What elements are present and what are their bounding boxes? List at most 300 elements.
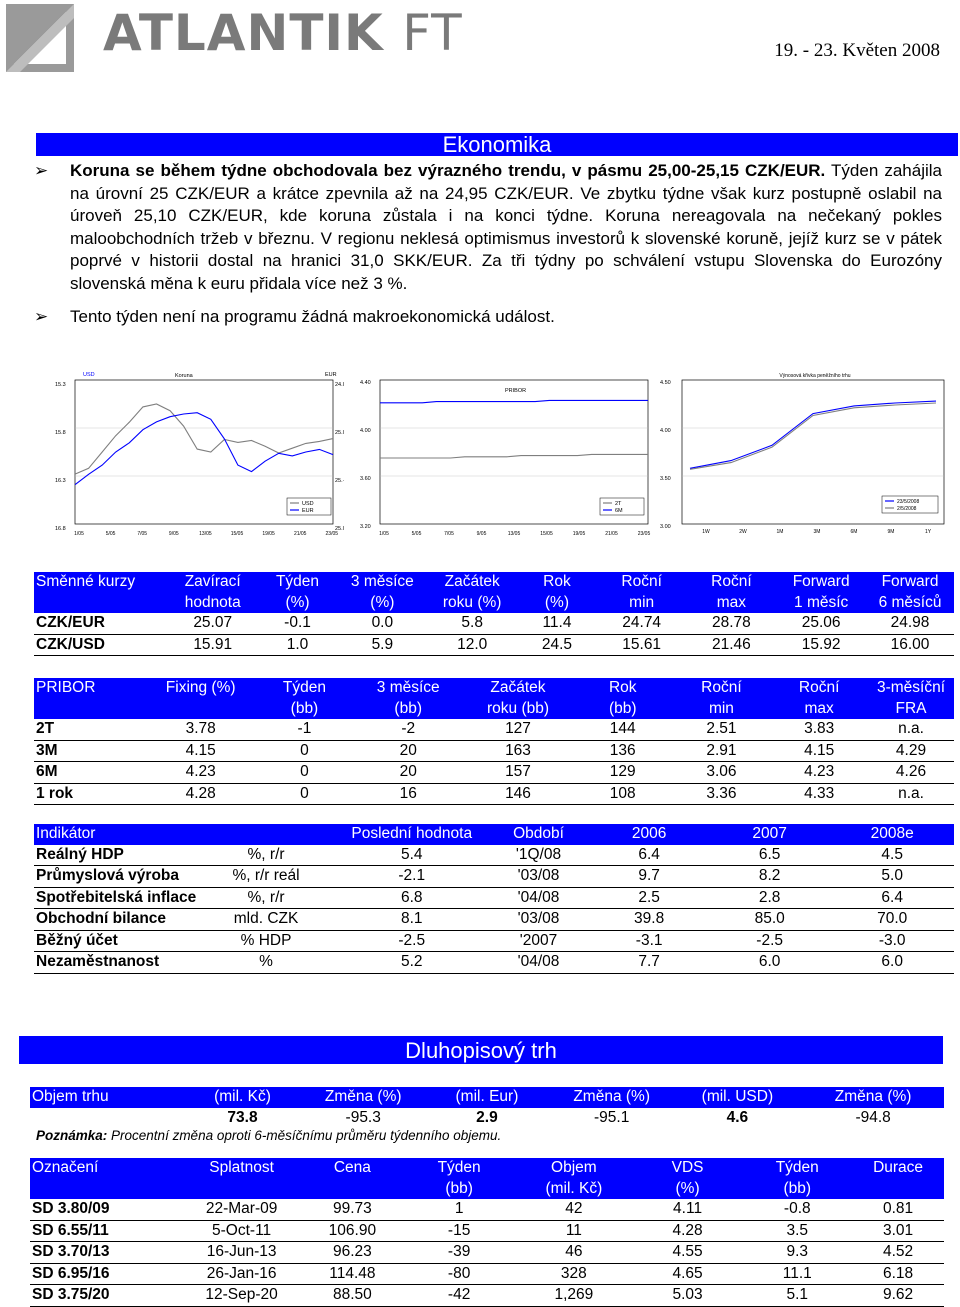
table-cell: 5.9	[337, 634, 427, 656]
table-row	[34, 783, 954, 805]
column-header	[196, 824, 336, 845]
column-header	[182, 1179, 302, 1200]
column-header: Týden	[258, 572, 338, 593]
table-row	[34, 909, 954, 931]
table-cell: 3.36	[673, 783, 771, 805]
table-cell: 0	[256, 762, 354, 784]
table-cell: 2.51	[673, 719, 771, 740]
table-cell: 144	[573, 719, 673, 740]
table-cell: 11	[515, 1220, 633, 1242]
table-cell: 106.90	[302, 1220, 404, 1242]
table-cell: mld. CZK	[196, 909, 336, 931]
table-cell: 3.5	[742, 1220, 852, 1242]
column-header: Roční	[770, 678, 868, 699]
table-cell: 6.0	[830, 952, 954, 974]
table-cell: 3.78	[146, 719, 256, 740]
table-row	[34, 887, 954, 909]
column-header	[34, 699, 146, 720]
table-cell: CZK/USD	[34, 634, 168, 656]
bullet-text: Tento týden není na programu žádná makroekonomická událost.	[70, 307, 555, 326]
table-row	[30, 1220, 944, 1242]
table-cell: '2007	[488, 930, 590, 952]
column-header: Indikátor	[34, 824, 196, 845]
x-tick-label: 9/05	[168, 531, 179, 537]
table-cell: 3.06	[673, 762, 771, 784]
table-cell: 1.0	[258, 634, 338, 656]
column-header	[34, 593, 168, 614]
table-cell: Spotřebitelská inflace	[34, 887, 196, 909]
column-header: Začátek	[427, 572, 517, 593]
table-cell: -2.5	[709, 930, 831, 952]
table-cell: 7.7	[589, 952, 709, 974]
column-header: (bb)	[742, 1179, 852, 1200]
table-cell: % HDP	[196, 930, 336, 952]
column-header: 1 měsíc	[776, 593, 866, 614]
header-row	[34, 699, 954, 720]
volume-note	[36, 1128, 501, 1143]
column-header: Změna (%)	[303, 1087, 423, 1108]
table-cell: 11.1	[742, 1263, 852, 1285]
table-cell: 16	[353, 783, 463, 805]
column-header: (mil. USD)	[673, 1087, 803, 1108]
table-row	[30, 1263, 944, 1285]
column-header: (mil. Kč)	[182, 1087, 304, 1108]
pribor-table	[34, 678, 954, 805]
table-cell: 5.1	[742, 1285, 852, 1307]
table-cell: 39.8	[589, 909, 709, 931]
table-cell: 328	[515, 1263, 633, 1285]
table-cell: 12-Sep-20	[182, 1285, 302, 1307]
economy-bullets	[34, 160, 942, 329]
column-header: Forward	[866, 572, 954, 593]
column-header: Forward	[776, 572, 866, 593]
table-cell: -2	[353, 719, 463, 740]
column-header: (mil. Eur)	[423, 1087, 551, 1108]
table-cell: n.a.	[868, 783, 954, 805]
column-header: (%)	[258, 593, 338, 614]
column-header: Zavírací	[168, 572, 258, 593]
x-tick-label: 21/05	[293, 531, 307, 537]
y-tick-label: 16.3	[55, 478, 66, 484]
table-cell: 2T	[34, 719, 146, 740]
column-header	[146, 699, 256, 720]
table-row	[30, 1285, 944, 1307]
table-row	[34, 719, 954, 740]
table-cell: 1 rok	[34, 783, 146, 805]
chart-title: Koruna	[175, 373, 193, 379]
table-cell: '03/08	[488, 909, 590, 931]
logo-suffix: FT	[402, 4, 463, 62]
table-row	[34, 740, 954, 762]
x-tick-label: 5/05	[411, 531, 422, 537]
column-header: (%)	[517, 593, 597, 614]
table-cell: 136	[573, 740, 673, 762]
header-row	[30, 1087, 944, 1108]
table-cell: 5-Oct-11	[182, 1220, 302, 1242]
table-cell: 24.74	[597, 613, 687, 634]
table-row	[30, 1242, 944, 1264]
table-cell: 22-Mar-09	[182, 1199, 302, 1220]
table-cell: Běžný účet	[34, 930, 196, 952]
header-row	[30, 1179, 944, 1200]
table-cell: 99.73	[302, 1199, 404, 1220]
table-cell: 21.46	[687, 634, 777, 656]
column-header: (%)	[337, 593, 427, 614]
bonds-section-title: Dluhopisový trh	[19, 1036, 943, 1064]
fx-table	[34, 572, 954, 656]
table-cell: 1,269	[515, 1285, 633, 1307]
column-header: 2008e	[830, 824, 954, 845]
table-cell: 8.1	[336, 909, 488, 931]
y-tick-label: 4.40	[360, 380, 371, 386]
table-cell: %, r/r reál	[196, 866, 336, 888]
x-tick-label: 2W	[739, 529, 747, 535]
table-cell: 5.2	[336, 952, 488, 974]
column-header: (mil. Kč)	[515, 1179, 633, 1200]
column-header: Změna (%)	[551, 1087, 673, 1108]
column-header: 2007	[709, 824, 831, 845]
pribor-chart	[360, 368, 660, 540]
column-header: Označení	[30, 1158, 182, 1179]
column-header: VDS	[633, 1158, 743, 1179]
table-cell: Reálný HDP	[34, 845, 196, 866]
column-header: hodnota	[168, 593, 258, 614]
table-cell: 96.23	[302, 1242, 404, 1264]
pribor-series-line	[380, 454, 648, 458]
eur-series-line	[75, 413, 333, 485]
bonds-table	[30, 1158, 944, 1307]
report-date: 19. - 23. Květen 2008	[774, 40, 940, 61]
x-tick-label: 21/05	[605, 531, 618, 537]
table-cell: 16.00	[866, 634, 954, 656]
table-cell: 46	[515, 1242, 633, 1264]
column-header: (bb)	[353, 699, 463, 720]
table-cell: -0.1	[258, 613, 338, 634]
x-tick-label: 13/05	[507, 531, 521, 537]
table-cell: 70.0	[830, 909, 954, 931]
table-cell: 24.5	[517, 634, 597, 656]
table-cell: 15.91	[168, 634, 258, 656]
column-header: min	[673, 699, 771, 720]
column-header: Směnné kurzy	[34, 572, 168, 593]
table-cell: n.a.	[868, 719, 954, 740]
column-header: Rok	[573, 678, 673, 699]
column-header	[852, 1179, 944, 1200]
table-cell: 6.4	[589, 845, 709, 866]
usd-series-line	[75, 404, 333, 474]
header-row	[30, 1158, 944, 1179]
table-cell: 4.15	[146, 740, 256, 762]
table-cell: 9.3	[742, 1242, 852, 1264]
column-header: FRA	[868, 699, 954, 720]
table-cell: 88.50	[302, 1285, 404, 1307]
yield-series-line	[690, 401, 936, 468]
table-cell: 15.61	[597, 634, 687, 656]
column-header: Roční	[673, 678, 771, 699]
y-tick-label: 3.20	[360, 524, 371, 530]
bullet-bold-text: Koruna se během týdne obchodovala bez výrazného trendu, v pásmu 25,00-25,15 CZK/EUR.	[70, 161, 826, 180]
table-cell: 157	[463, 762, 573, 784]
table-cell: 28.78	[687, 613, 777, 634]
bullet-item	[34, 160, 942, 295]
table-cell: 3M	[34, 740, 146, 762]
note-text: Procentní změna oproti 6-měsíčnímu průměru týdenního objemu.	[107, 1128, 502, 1143]
table-cell: 24.98	[866, 613, 954, 634]
column-header: max	[687, 593, 777, 614]
x-tick-label: 9/05	[476, 531, 487, 537]
koruna-chart-svg	[55, 368, 355, 540]
table-cell: 6.5	[709, 845, 831, 866]
column-header: Roční	[687, 572, 777, 593]
y-tick-label: 3.50	[660, 476, 671, 482]
bullet-text: Týden zahájila na úrovní 25 CZK/EUR a krátce zpevnila až na 24,95 CZK/EUR. Ve zbytku týdne však kurz postupně oslabil na úroveň 25,10 CZK/EUR, kde koruna zůstala i na konci týdne. Koruna nereagovala na nečekaný pokles maloobchodních tržeb v březnu. V regionu neklesá optimismus investorů k slovenské koruně, jejíž kurz se v pátek poprvé v historii dostal na hranici 31,0 SKK/EUR. Za tři týdny po schválení vstupu Slovenska do Eurozóny slovenská měna k euru přidala více než 3 %.	[70, 161, 942, 293]
table-cell: 146	[463, 783, 573, 805]
column-header: Poslední hodnota	[336, 824, 488, 845]
column-header: 3 měsíce	[337, 572, 427, 593]
y-tick-label: 15.3	[55, 382, 66, 388]
x-tick-label: 15/05	[540, 531, 553, 537]
x-tick-label: 1/05	[74, 531, 84, 537]
pribor-chart-svg	[360, 368, 660, 540]
table-cell: 4.5	[830, 845, 954, 866]
table-cell	[30, 1108, 182, 1129]
table-cell: 25.07	[168, 613, 258, 634]
table-cell: Nezaměstnanost	[34, 952, 196, 974]
y-tick-label: 3.00	[660, 524, 671, 530]
column-header: (%)	[633, 1179, 743, 1200]
legend-label: 6M	[615, 508, 623, 514]
right-axis-title: EUR	[325, 372, 337, 378]
table-row	[34, 613, 954, 634]
table-cell: 12.0	[427, 634, 517, 656]
column-header: 6 měsíců	[866, 593, 954, 614]
table-cell: 4.55	[633, 1242, 743, 1264]
table-cell: 127	[463, 719, 573, 740]
y-tick-label: 3.60	[360, 476, 371, 482]
x-tick-label: 9M	[887, 529, 895, 535]
table-cell: -3.1	[589, 930, 709, 952]
table-cell: 4.52	[852, 1242, 944, 1264]
table-cell: 4.26	[868, 762, 954, 784]
table-cell: 0.81	[852, 1199, 944, 1220]
table-cell: 4.29	[868, 740, 954, 762]
y-tick-label: 15.8	[55, 430, 66, 436]
table-cell: 20	[353, 762, 463, 784]
header-row	[34, 678, 954, 699]
table-cell: 5.0	[830, 866, 954, 888]
table-cell: 9.62	[852, 1285, 944, 1307]
table-cell: 4.33	[770, 783, 868, 805]
table-cell: -95.3	[345, 1108, 381, 1126]
x-tick-label: 15/05	[230, 531, 244, 537]
logo-main: ATLANTIK	[103, 4, 384, 62]
table-cell: 4.15	[770, 740, 868, 762]
header-row	[34, 824, 954, 845]
y-tick-label: 16.8	[55, 526, 66, 532]
table-cell: 25.06	[776, 613, 866, 634]
column-header	[302, 1179, 404, 1200]
table-cell: 3.83	[770, 719, 868, 740]
table-row	[30, 1108, 944, 1129]
column-header: roku (bb)	[463, 699, 573, 720]
table-row	[34, 952, 954, 974]
table-cell: -42	[403, 1285, 515, 1307]
chart-title: PRIBOR	[505, 388, 527, 394]
table-cell: -1	[256, 719, 354, 740]
x-tick-label: 1M	[776, 529, 784, 535]
y-tick-label: 4.00	[360, 428, 371, 434]
y2-tick-label: 25.·	[335, 478, 345, 484]
table-cell: 4.23	[146, 762, 256, 784]
table-cell: 4.28	[146, 783, 256, 805]
table-cell: -39	[403, 1242, 515, 1264]
table-cell: CZK/EUR	[34, 613, 168, 634]
column-header: Objem	[515, 1158, 633, 1179]
table-cell: 42	[515, 1199, 633, 1220]
x-tick-label: 1Y	[924, 529, 932, 535]
table-cell: %, r/r	[196, 845, 336, 866]
table-cell: 0	[256, 740, 354, 762]
table-cell: 4.23	[770, 762, 868, 784]
y2-tick-label: 25.l	[335, 430, 344, 436]
table-cell: 0.0	[337, 613, 427, 634]
column-header: 2006	[589, 824, 709, 845]
table-cell: SD 3.75/20	[30, 1285, 182, 1307]
column-header: roku (%)	[427, 593, 517, 614]
table-cell: 6.4	[830, 887, 954, 909]
table-cell: 11.4	[517, 613, 597, 634]
chart-title: Výnosová křivka peněžního trhu	[779, 373, 851, 379]
column-header: max	[770, 699, 868, 720]
table-row	[34, 845, 954, 866]
table-cell: -2.5	[336, 930, 488, 952]
table-cell: SD 6.55/11	[30, 1220, 182, 1242]
table-cell: 163	[463, 740, 573, 762]
x-tick-label: 3M	[813, 529, 821, 535]
table-cell: 6.8	[336, 887, 488, 909]
table-cell: 73.8	[227, 1108, 258, 1126]
table-row	[34, 930, 954, 952]
arrow-bullet-icon: ➢	[34, 307, 49, 326]
table-cell: 6M	[34, 762, 146, 784]
table-cell: 4.65	[633, 1263, 743, 1285]
table-row	[30, 1199, 944, 1220]
header-row	[34, 572, 954, 593]
column-header: Týden	[742, 1158, 852, 1179]
x-tick-label: 23/05	[325, 531, 339, 537]
table-cell: 85.0	[709, 909, 831, 931]
x-tick-label: 1/05	[379, 531, 389, 537]
table-cell: 9.7	[589, 866, 709, 888]
legend-label: USD	[302, 501, 314, 507]
column-header: Splatnost	[182, 1158, 302, 1179]
legend-label: EUR	[302, 508, 314, 514]
y2-tick-label: 24.l	[335, 382, 344, 388]
table-cell: %, r/r	[196, 887, 336, 909]
x-tick-label: 6M	[850, 529, 858, 535]
table-cell: 6.0	[709, 952, 831, 974]
table-cell: 2.91	[673, 740, 771, 762]
table-cell: 4.11	[633, 1199, 743, 1220]
column-header: (bb)	[573, 699, 673, 720]
header-row	[34, 593, 954, 614]
table-cell: 15.92	[776, 634, 866, 656]
table-cell: 2.9	[476, 1108, 498, 1126]
table-cell: 16-Jun-13	[182, 1242, 302, 1264]
table-cell: -15	[403, 1220, 515, 1242]
column-header: Cena	[302, 1158, 404, 1179]
arrow-bullet-icon: ➢	[34, 161, 49, 180]
table-cell: -2.1	[336, 866, 488, 888]
table-cell: SD 3.70/13	[30, 1242, 182, 1264]
table-cell: 5.03	[633, 1285, 743, 1307]
x-tick-label: 7/05	[137, 531, 148, 537]
column-header: Týden	[256, 678, 354, 699]
table-cell: '1Q/08	[488, 845, 590, 866]
table-cell: 3.01	[852, 1220, 944, 1242]
column-header: Rok	[517, 572, 597, 593]
column-header	[30, 1179, 182, 1200]
table-cell: 4.6	[726, 1108, 749, 1126]
table-row	[34, 634, 954, 656]
volume-table	[30, 1087, 944, 1128]
table-cell: 0	[256, 783, 354, 805]
y2-tick-label: 25.l	[335, 526, 344, 532]
table-cell: -0.8	[742, 1199, 852, 1220]
column-header: 3-měsíční	[868, 678, 954, 699]
column-header: (bb)	[403, 1179, 515, 1200]
table-cell: -95.1	[593, 1108, 630, 1126]
legend-label: 2/5/2008	[897, 506, 917, 512]
yield-curve-chart-svg	[660, 368, 950, 540]
table-cell: 20	[353, 740, 463, 762]
table-cell: 2.5	[589, 887, 709, 909]
x-tick-label: 19/05	[262, 531, 275, 537]
column-header: (bb)	[256, 699, 354, 720]
column-header: Fixing (%)	[146, 678, 256, 699]
indicator-table	[34, 824, 954, 974]
table-cell: Obchodní bilance	[34, 909, 196, 931]
table-cell: -3.0	[830, 930, 954, 952]
economy-section-title: Ekonomika	[36, 133, 958, 156]
table-cell: 114.48	[302, 1263, 404, 1285]
x-tick-label: 7/05	[444, 531, 454, 537]
yield-series-line	[690, 403, 936, 469]
logo-wordmark	[103, 4, 463, 62]
column-header: Změna (%)	[802, 1087, 944, 1108]
table-cell: 1	[403, 1199, 515, 1220]
koruna-chart	[55, 368, 355, 540]
table-cell: 6.18	[852, 1263, 944, 1285]
table-cell: Průmyslová výroba	[34, 866, 196, 888]
y-tick-label: 4.00	[660, 428, 671, 434]
table-row	[34, 866, 954, 888]
table-row	[34, 762, 954, 784]
x-tick-label: 19/05	[572, 531, 586, 537]
column-header: Období	[488, 824, 590, 845]
column-header: Objem trhu	[30, 1087, 182, 1108]
table-cell: 5.4	[336, 845, 488, 866]
table-cell: SD 3.80/09	[30, 1199, 182, 1220]
legend-label: 23/5/2008	[897, 499, 920, 505]
x-tick-label: 23/05	[637, 531, 651, 537]
table-cell: 8.2	[709, 866, 831, 888]
table-cell: '03/08	[488, 866, 590, 888]
legend-label: 2T	[615, 501, 622, 507]
table-cell: SD 6.95/16	[30, 1263, 182, 1285]
column-header: min	[597, 593, 687, 614]
table-cell: %	[196, 952, 336, 974]
